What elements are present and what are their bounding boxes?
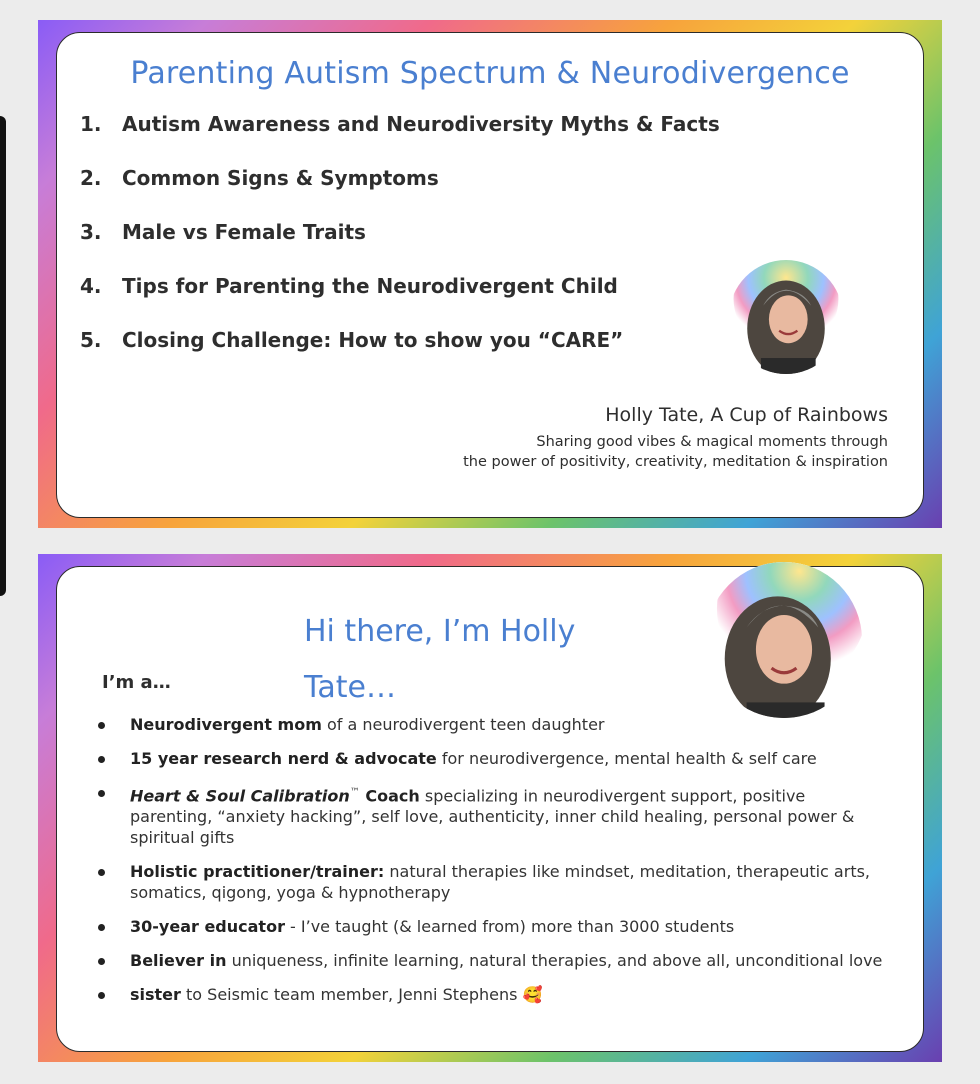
signature-tagline: the power of positivity, creativity, meditation & inspiration <box>463 454 888 470</box>
signature-tagline: Sharing good vibes & magical moments through <box>536 434 888 450</box>
agenda-list <box>80 112 720 382</box>
list-item: 30-year educator - I’ve taught (& learned from) more than 3000 students <box>98 916 888 937</box>
holly-avatar-photo-large <box>706 562 862 718</box>
bullet-dot <box>98 790 105 797</box>
bullet-dot <box>98 924 105 931</box>
slide-1-title: Parenting Autism Spectrum & Neurodivergence <box>130 56 850 91</box>
list-item: sister to Seismic team member, Jenni Stephens 🥰 <box>98 984 888 1005</box>
about-bullet-list <box>98 714 888 1018</box>
agenda-item: 2. Common Signs & Symptoms <box>80 166 439 190</box>
list-item: Heart & Soul Calibration™ Coach specializing in neurodivergent support, positive parenting, “anxiety hacking”, self love, authenticity, inner child healing, personal power & spiritual gifts <box>98 782 888 848</box>
bullet-dot <box>98 869 105 876</box>
agenda-item: 5. Closing Challenge: How to show you “CARE” <box>80 328 624 352</box>
agenda-item: 3. Male vs Female Traits <box>80 220 366 244</box>
list-item: Holistic practitioner/trainer: natural therapies like mindset, meditation, therapeutic arts, somatics, qigong, yoga & hypnotherapy <box>98 861 888 903</box>
list-item: Neurodivergent mom of a neurodivergent teen daughter <box>98 714 888 735</box>
list-item: 15 year research nerd & advocate for neurodivergence, mental health & self care <box>98 748 888 769</box>
bullet-dot <box>98 722 105 729</box>
bullet-dot <box>98 756 105 763</box>
agenda-item: 4. Tips for Parenting the Neurodivergent Child <box>80 274 618 298</box>
bullet-dot <box>98 958 105 965</box>
holly-avatar-photo <box>729 260 843 374</box>
signature-name: Holly Tate, A Cup of Rainbows <box>605 404 888 426</box>
agenda-item: 1. Autism Awareness and Neurodiversity Myths & Facts <box>80 112 720 136</box>
slide-2-title: Hi there, I’m Holly Tate… <box>304 614 576 705</box>
scrollbar-thumb[interactable] <box>0 116 6 596</box>
intro-label: I’m a… <box>102 672 171 693</box>
list-item: Believer in uniqueness, infinite learning, natural therapies, and above all, unconditional love <box>98 950 888 971</box>
bullet-dot <box>98 992 105 999</box>
signature-block <box>463 404 888 472</box>
